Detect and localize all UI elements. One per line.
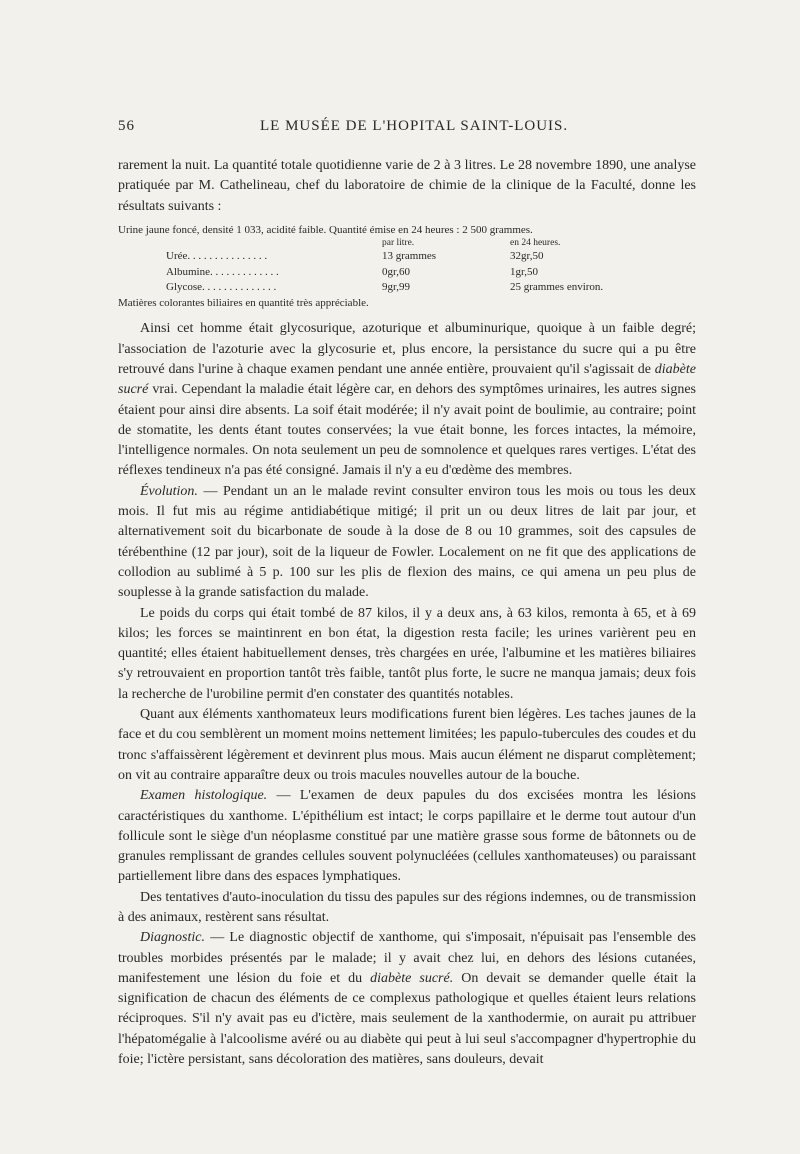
paragraph: Évolution. — Pendant un an le malade revint consulter environ tous les mois ou tous les deux mois. Il fut mis au régime antidiabétique mitigé; il prit un ou deux litres de lait par jour, et alternativement soit du bicarbonate de soude à la dose de 8 ou 10 grammes, soit des capsules de térébenthine (12 par jour), soit de la liqueur de Fowler. Localement on ne fit que des applications de collodion au sublimé à 5 p. 100 sur les plis de flexion des mains, ce qui amena un peu plus de souplesse à la grande satisfaction du malade.	[118, 483, 696, 601]
analysis-units-row	[118, 238, 696, 249]
page-number: 56	[118, 118, 135, 134]
section-heading: Évolution.	[140, 483, 198, 499]
emphasis: diabète sucré.	[370, 970, 454, 986]
analysis-row-day: 1gr,50	[510, 265, 538, 278]
analysis-row	[118, 280, 696, 296]
emphasis: diabète sucré	[118, 361, 696, 398]
section-heading: Examen histologique.	[140, 788, 268, 804]
analysis-row-litre: 0gr,60	[382, 265, 410, 278]
analysis-row-day: 25 grammes environ.	[510, 281, 604, 294]
unit-per-day: en 24 heures.	[510, 238, 561, 249]
analysis-row-name: Matières colorantes biliaires en quantité très appréciable.	[118, 296, 369, 309]
paragraph: Ainsi cet homme était glycosurique, azoturique et albuminurique, quoique à un faible degré; l'association de l'azoturie avec la glycosurie et, plus encore, la persistance du sucre qui a pu être retrouvé dans l'urine à chaque examen pendant une année entière, prouvaient qu'il s'agissait de diabète sucré vrai. Cependant la maladie était légère car, en dehors des symptômes urinaires, les autres signes étaient pour ainsi dire absents. La soif était modérée; il n'y avait point de boulimie, au contraire; point de stomatite, les dents étant toutes conservées; la vue était bonne, les forces intactes, la mémoire, l'intelligence normales. On nota seulement un peu de somnolence et quelques rares vertiges. L'état des réflexes tendineux n'a pas été consigné. Jamais il n'y a eu d'œdème des membres.	[118, 321, 697, 479]
paragraph: Examen histologique. — L'examen de deux papules du dos excisées montra les lésions caractéristiques du xanthome. L'épithélium est intact; le corps papillaire et le derme tout autour d'un follicule sont le siège d'un néoplasme constitué par une matière grasse sous forme de bâtonnets ou de granules remplissant de grandes cellules souvent polynucléées (cellules xanthomateuses) ou paraissant partiellement libre dans des espaces lymphatiques.	[118, 788, 697, 885]
running-title: LE MUSÉE DE L'HOPITAL SAINT-LOUIS.	[260, 118, 569, 134]
analysis-row-day: 32gr,50	[510, 250, 544, 263]
analysis-row-name: Urée. . . . . . . . . . . . . . .	[166, 250, 268, 263]
analysis-summary-line: Urine jaune foncé, densité 1 033, acidité faible. Quantité émise en 24 heures : 2 500 grammes.	[118, 223, 533, 236]
paragraph: Diagnostic. — Le diagnostic objectif de xanthome, qui s'imposait, n'épuisait pas l'ensemble des troubles morbides présentés par le malade; il y avait chez lui, en dehors des lésions cutanées, manifestement une lésion du foie et du diabète sucré. On devait se demander quelle était la signification de chacun des éléments de ce complexus pathologique et quelles étaient leurs relations réciproques. S'il n'y avait pas eu d'ictère, mais seulement de la xanthodermie, on aurait pu attribuer l'hépatomégalie à l'alcoolisme avéré ou au diabète qui peut à lui seul s'accompagner d'hypertrophie du foie; l'ictère persistant, sans décoloration des matières, sans douleurs, devait	[118, 930, 696, 1068]
paragraph: Le poids du corps qui était tombé de 87 kilos, il y a deux ans, à 63 kilos, remonta à 65, et à 69 kilos; les forces se maintinrent en bon état, la digestion resta facile; les urines varièrent peu en quantité; elles étaient habituellement denses, très chargées en urée, l'albumine et les matières biliaires s'y retrouvaient en proportion tantôt très faible, tantôt plus forte, le sucre ne manqua jamais; deux fois la recherche de l'urobiline permit d'en constater des quantités notables.	[118, 605, 696, 702]
analysis-row	[118, 296, 696, 312]
analysis-row-litre: 13 grammes	[382, 250, 437, 263]
paragraph: Des tentatives d'auto-inoculation du tissu des papules sur des régions indemnes, ou de transmission à des animaux, restèrent sans résultat.	[118, 889, 696, 925]
urine-analysis	[118, 223, 696, 312]
section-heading: Diagnostic.	[140, 930, 205, 946]
analysis-row	[118, 265, 696, 281]
analysis-row-name: Albumine. . . . . . . . . . . . .	[166, 265, 279, 278]
paragraph: Quant aux éléments xanthomateux leurs modifications furent bien légères. Les taches jaunes de la face et du cou semblèrent un moment moins nettement limitées; les papulo-tubercules des coudes et du tronc s'affaissèrent légèrement et devinrent plus mous. Mais aucun élément ne disparut complètement; on vit au contraire apparaître deux ou trois macules nouvelles autour de la bouche.	[118, 707, 696, 783]
body-text	[118, 156, 696, 1070]
analysis-row	[118, 249, 696, 265]
intro-paragraph: rarement la nuit. La quantité totale quotidienne varie de 2 à 3 litres. Le 28 novembre 1890, une analyse pratiquée par M. Cathelineau, chef du laboratoire de chimie de la clinique de la Faculté, donne les résultats suivants :	[118, 158, 696, 214]
unit-per-litre: par litre.	[382, 238, 415, 249]
analysis-row-litre: 9gr,99	[382, 281, 410, 294]
analysis-row-name: Glycose. . . . . . . . . . . . . .	[166, 281, 277, 294]
